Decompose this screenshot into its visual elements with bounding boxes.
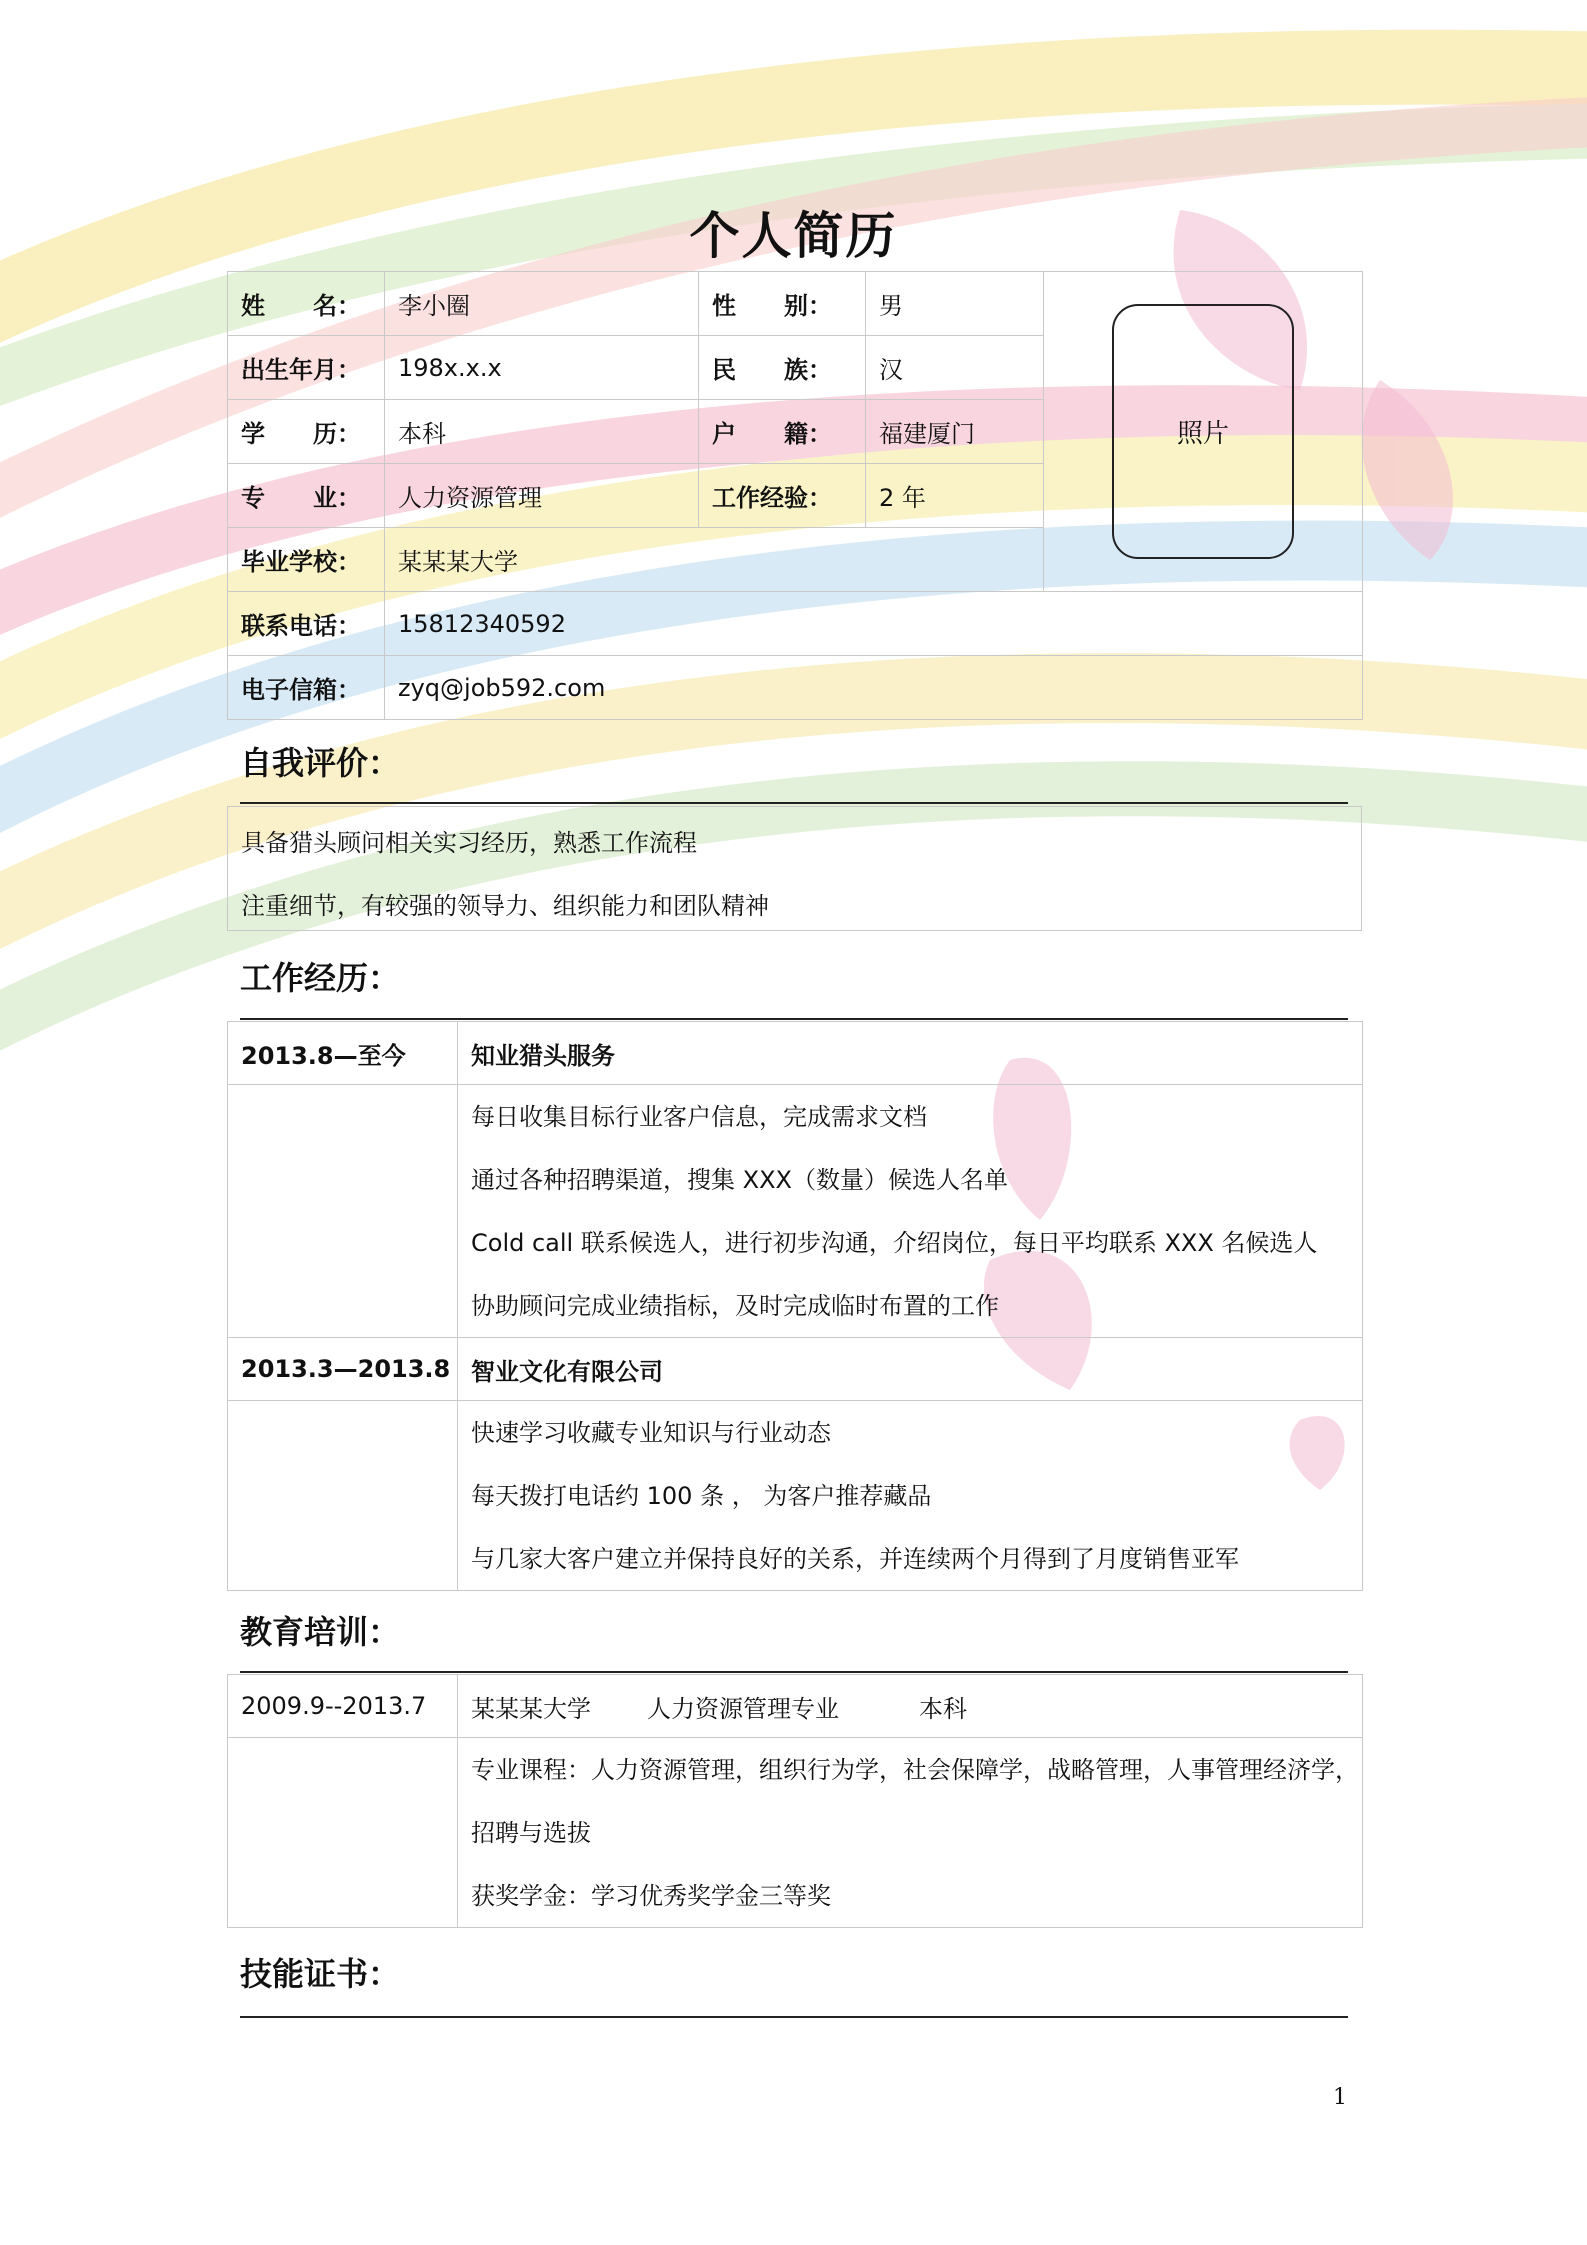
table-row [228, 1338, 1363, 1401]
job-duties [458, 1401, 1363, 1591]
job-duty: 每日收集目标行业客户信息，完成需求文档 [471, 1103, 927, 1131]
job-company: 智业文化有限公司 [458, 1338, 1363, 1401]
education-major: 人力资源管理专业 [647, 1694, 839, 1723]
birth-value: 198x.x.x [385, 336, 699, 400]
job-duty: 每天拨打电话约 100 条 ， 为客户推荐藏品 [471, 1482, 932, 1510]
education-courses: 专业课程：人力资源管理，组织行为学，社会保障学，战略管理，人事管理经济学， [471, 1756, 1359, 1784]
experience-value: 2 年 [866, 464, 1044, 528]
phone-label: 联系电话： [228, 592, 385, 656]
name-value: 李小圈 [385, 272, 699, 336]
photo-label: 照片 [1176, 419, 1229, 449]
job-duty: 快速学习收藏专业知识与行业动态 [471, 1419, 831, 1447]
school-value: 某某某大学 [385, 528, 1044, 592]
section-divider [240, 802, 1348, 804]
basic-info-table [227, 271, 1363, 720]
job-duties [458, 1085, 1363, 1338]
self-evaluation-line: 注重细节，有较强的领导力、组织能力和团队精神 [241, 892, 769, 920]
resume-title: 个人简历 [689, 207, 898, 265]
table-row [228, 1401, 1363, 1591]
empty-cell [228, 1401, 458, 1591]
hukou-label: 户 籍： [699, 400, 866, 464]
education-degree: 本科 [919, 1694, 967, 1723]
empty-cell [228, 1085, 458, 1338]
photo-cell [1044, 272, 1363, 592]
phone-value: 15812340592 [385, 592, 1363, 656]
education-heading: 教育培训： [240, 1613, 401, 1651]
hukou-value: 福建厦门 [866, 400, 1044, 464]
self-evaluation-heading: 自我评价： [240, 744, 401, 782]
job-duty: 通过各种招聘渠道，搜集 XXX（数量）候选人名单 [471, 1166, 1008, 1194]
table-row [228, 1022, 1363, 1085]
major-value: 人力资源管理 [385, 464, 699, 528]
gender-value: 男 [866, 272, 1044, 336]
page-number: 1 [1333, 2085, 1347, 2110]
education-value: 本科 [385, 400, 699, 464]
work-history-heading: 工作经历： [240, 959, 401, 997]
ethnicity-value: 汉 [866, 336, 1044, 400]
school-label: 毕业学校： [228, 528, 385, 592]
job-duty: 与几家大客户建立并保持良好的关系，并连续两个月得到了月度销售亚军 [471, 1545, 1239, 1573]
gender-label: 性 别： [699, 272, 866, 336]
skills-heading: 技能证书： [240, 1955, 401, 1993]
self-evaluation-box [227, 806, 1362, 931]
job-period: 2013.3—2013.8 [228, 1338, 458, 1401]
email-label: 电子信箱： [228, 656, 385, 720]
ethnicity-label: 民 族： [699, 336, 866, 400]
table-row [228, 1085, 1363, 1338]
job-duty: 协助顾问完成业绩指标，及时完成临时布置的工作 [471, 1292, 999, 1320]
education-details [458, 1738, 1363, 1928]
job-period: 2013.8—至今 [228, 1022, 458, 1085]
empty-cell [228, 1738, 458, 1928]
photo-placeholder[interactable] [1112, 304, 1294, 559]
education-award: 获奖学金：学习优秀奖学金三等奖 [471, 1882, 831, 1910]
birth-label: 出生年月： [228, 336, 385, 400]
education-period: 2009.9--2013.7 [228, 1675, 458, 1738]
table-row [228, 1675, 1363, 1738]
education-summary [458, 1675, 1363, 1738]
education-school: 某某某大学 [471, 1694, 591, 1723]
work-history-table [227, 1021, 1363, 1591]
experience-label: 工作经验： [699, 464, 866, 528]
section-divider [240, 2016, 1348, 2018]
email-value: zyq@job592.com [385, 656, 1363, 720]
education-table [227, 1674, 1363, 1928]
job-duty: Cold call 联系候选人，进行初步沟通，介绍岗位，每日平均联系 XXX 名候选人 [471, 1229, 1318, 1257]
section-divider [240, 1671, 1348, 1673]
table-row [228, 1738, 1363, 1928]
self-evaluation-line: 具备猎头顾问相关实习经历，熟悉工作流程 [241, 829, 697, 857]
section-divider [240, 1018, 1348, 1020]
name-label: 姓 名： [228, 272, 385, 336]
education-courses-continued: 招聘与选拔 [471, 1819, 591, 1847]
major-label: 专 业： [228, 464, 385, 528]
education-label: 学 历： [228, 400, 385, 464]
job-company: 知业猎头服务 [458, 1022, 1363, 1085]
